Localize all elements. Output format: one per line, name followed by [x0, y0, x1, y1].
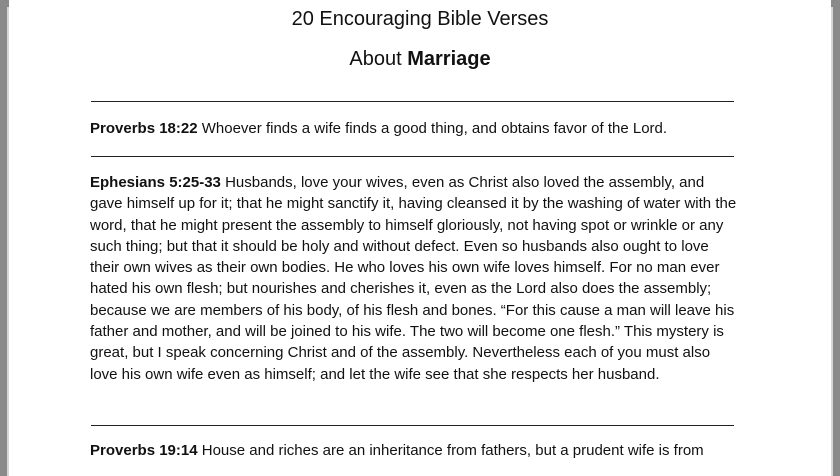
verse-block: [90, 172, 740, 385]
verse-reference: Ephesians 5:25-33: [90, 174, 221, 191]
subtitle-topic: Marriage: [407, 48, 491, 70]
document-page: [9, 0, 831, 476]
verse-reference: Proverbs 18:22: [90, 120, 198, 137]
verse-block: [90, 440, 740, 461]
document-title: 20 Encouraging Bible Verses: [291, 8, 549, 30]
verse-text: House and riches are an inheritance from fathers, but a prudent wife is from: [201, 442, 704, 459]
subtitle-prefix: About: [349, 48, 408, 70]
divider-line: [91, 101, 734, 102]
verse-reference: Proverbs 19:14: [90, 442, 198, 459]
verse-block: [90, 118, 740, 139]
document-subtitle: [9, 48, 831, 71]
verse-text: Husbands, love your wives, even as Christ also loved the assembly, and gave himself up for it; that he might sanctify it, having cleansed it by the washing of water with the word, that he might present the assembly to himself gloriously, not having spot or wrinkle or any such thing; but that it should be holy and without defect. Even so husbands also ought to love their own wives as their own bodies. He who loves his own wife loves himself. For no man ever hated his own flesh; but nourishes and cherishes it, even as the Lord also does the assembly; because we are members of his body, of his flesh and bones. “For this cause a man will leave his father and mother, and will be joined to his wife. The two will become one flesh.” This mystery is great, but I speak concerning Christ and of the assembly. Nevertheless each of you must also love his own wife even as himself; and let the wife see that she respects her husband.: [90, 174, 737, 383]
verse-text: Whoever finds a wife finds a good thing, and obtains favor of the Lord.: [201, 120, 668, 137]
divider-line: [91, 425, 734, 426]
divider-line: [91, 156, 734, 157]
